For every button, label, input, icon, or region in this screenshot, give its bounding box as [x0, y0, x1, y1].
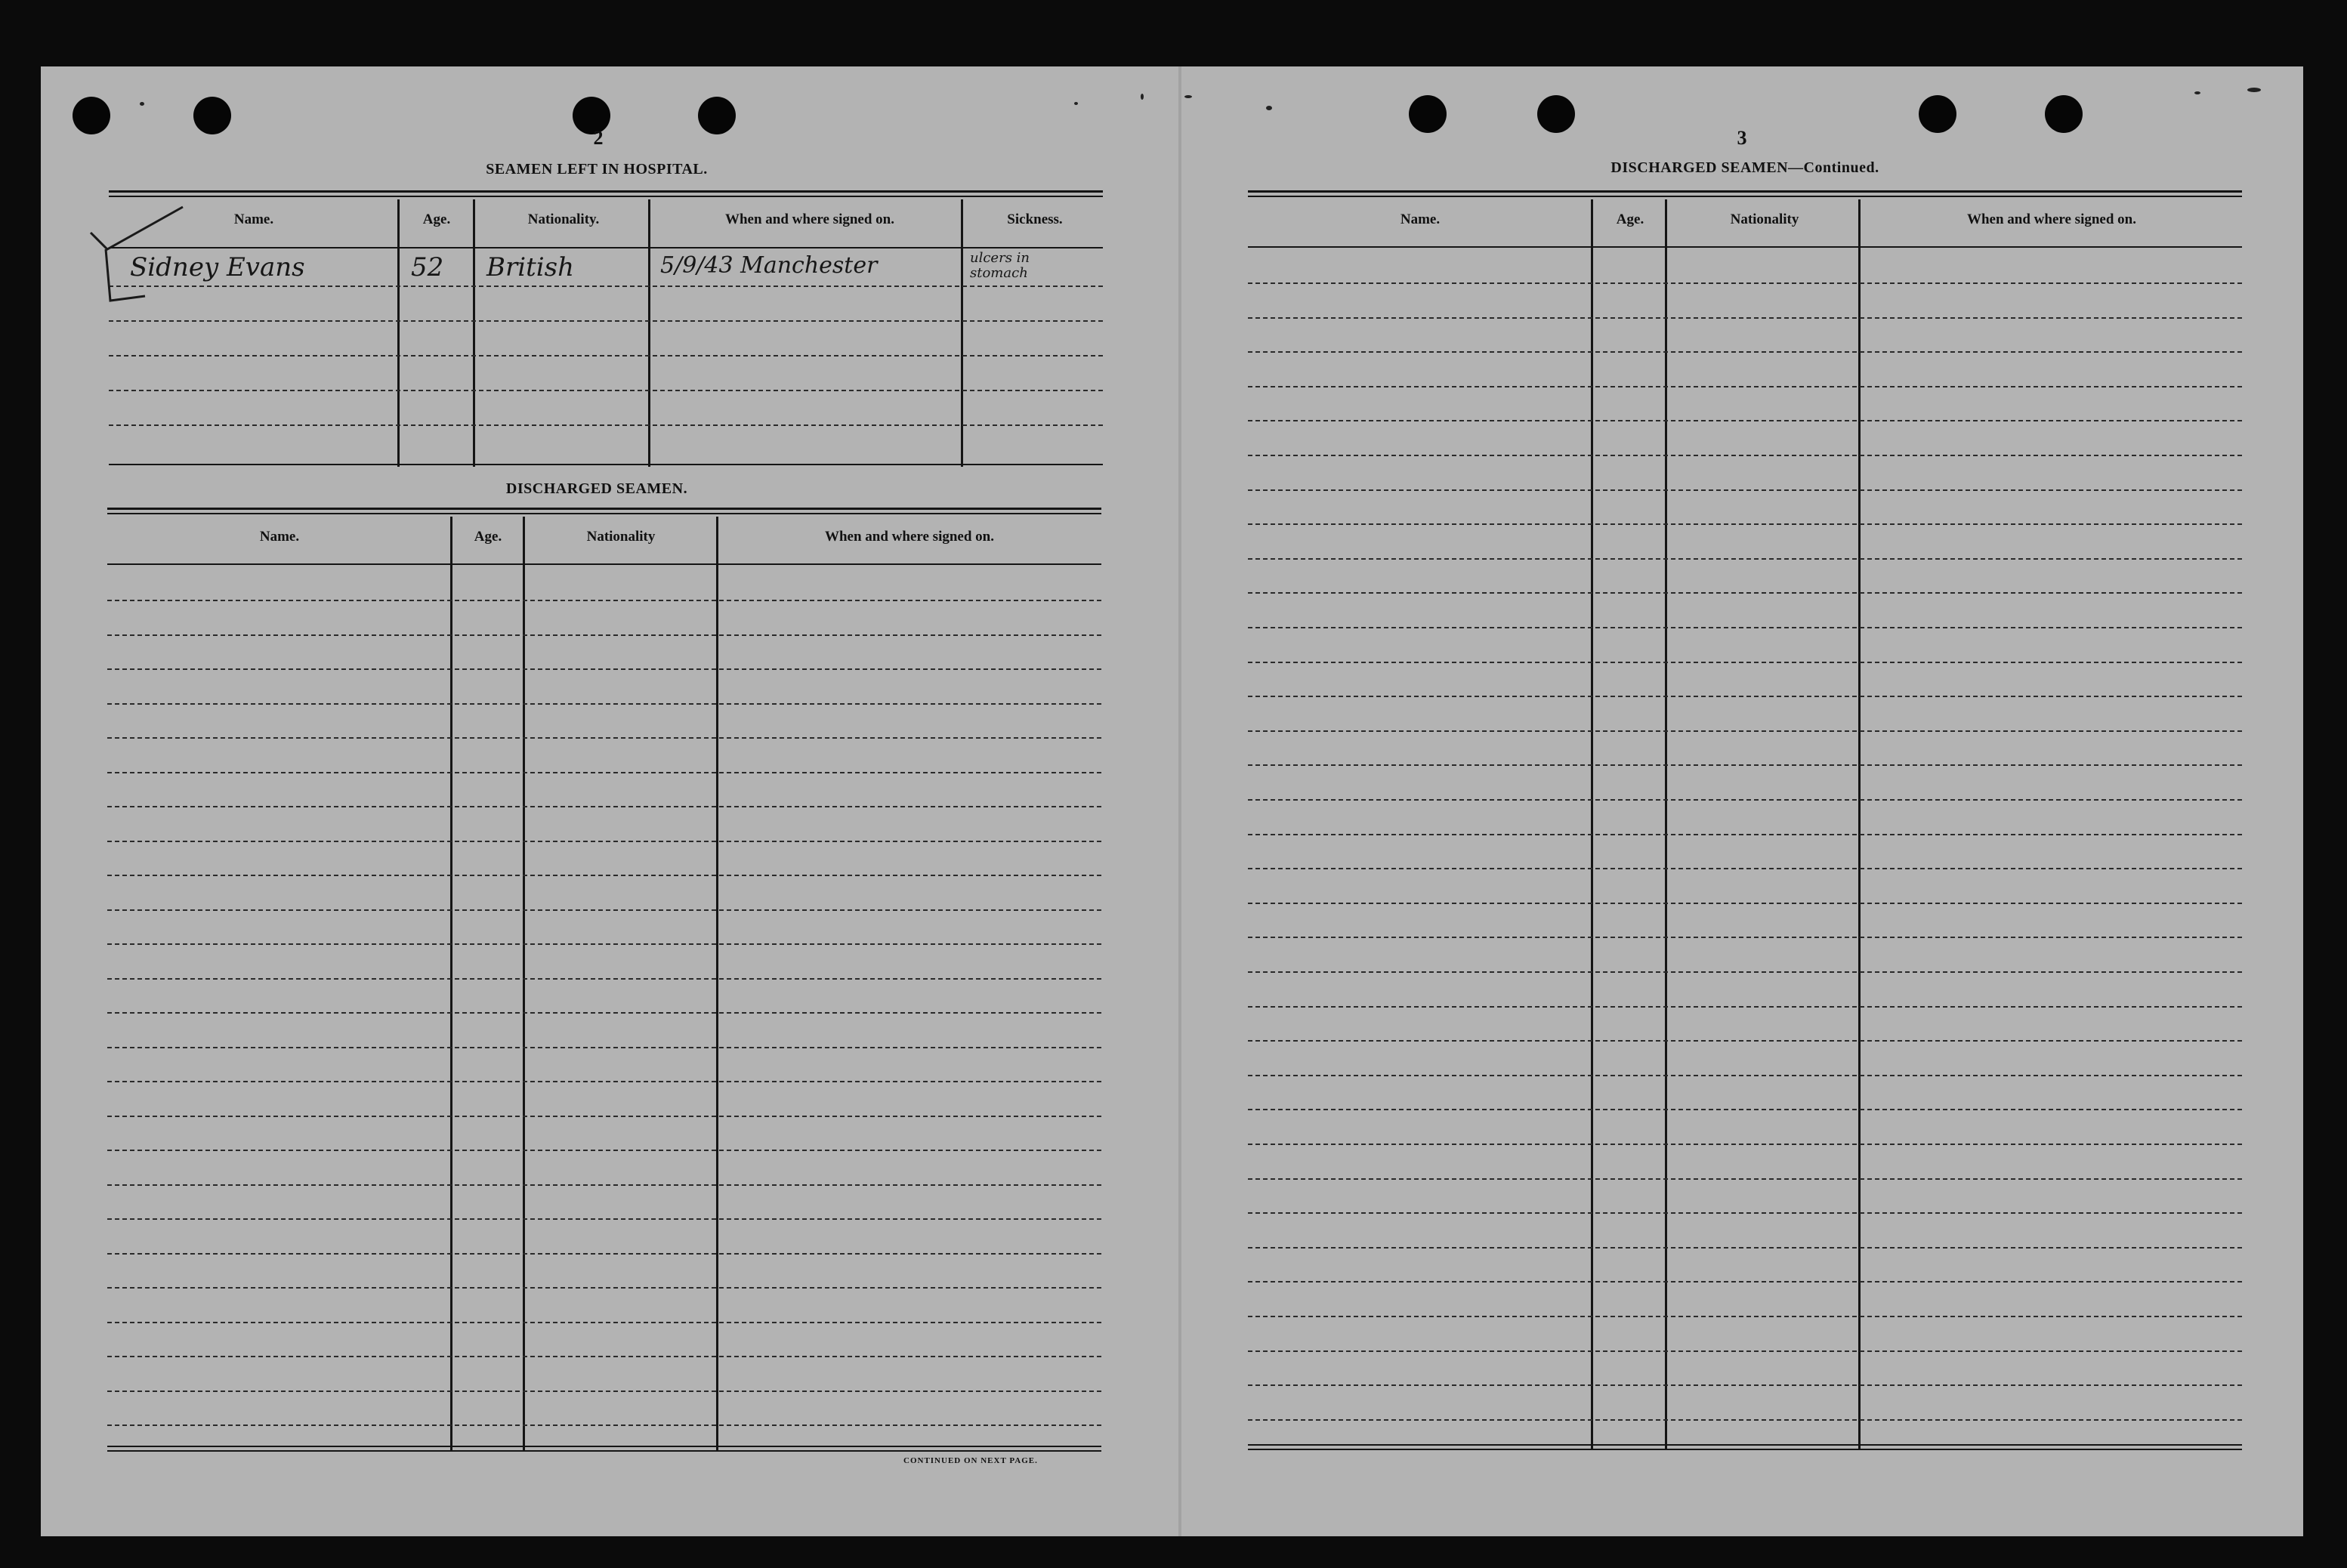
- hospital-row-nationality: British: [486, 252, 574, 282]
- hospital-row-age: 52: [411, 252, 444, 282]
- col-signed-on: When and where signed on.: [1966, 211, 2136, 227]
- row-line: [1248, 1384, 2242, 1386]
- row-line: [1248, 627, 2242, 628]
- row-line: [107, 1391, 1101, 1392]
- row-line: [1248, 351, 2242, 353]
- row-line: [1248, 592, 2242, 594]
- row-line: [1248, 696, 2242, 697]
- row-line: [1248, 1075, 2242, 1076]
- row-line: [107, 943, 1101, 945]
- check-mark-icon: [85, 202, 198, 308]
- row-line: [107, 1356, 1101, 1357]
- col-name: Name.: [1400, 211, 1441, 227]
- header-rule: [109, 247, 1103, 248]
- hospital-section-title: SEAMEN LEFT IN HOSPITAL.: [486, 161, 708, 177]
- page-fold: [1178, 66, 1181, 1536]
- table-bottom-rule: [1248, 1449, 2242, 1450]
- row-line: [1248, 386, 2242, 387]
- column-divider: [450, 517, 452, 1450]
- col-age: Age.: [1616, 211, 1644, 227]
- row-line: [107, 1047, 1101, 1048]
- row-line: [107, 1184, 1101, 1186]
- row-line: [107, 1218, 1101, 1220]
- row-line: [1248, 489, 2242, 491]
- row-line: [1248, 1040, 2242, 1042]
- row-line: [1248, 1178, 2242, 1180]
- row-line: [107, 668, 1101, 670]
- table-top-rule: [109, 190, 1103, 193]
- row-line: [1248, 1144, 2242, 1145]
- table-bottom-rule: [107, 1446, 1101, 1447]
- row-line: [1248, 1109, 2242, 1110]
- row-line: [1248, 1212, 2242, 1214]
- punch-hole: [2045, 95, 2083, 133]
- row-line: [1248, 1006, 2242, 1008]
- row-line: [1248, 937, 2242, 938]
- row-line: [107, 703, 1101, 705]
- hospital-table: [109, 190, 1103, 468]
- column-divider: [961, 199, 963, 467]
- row-line: [1248, 420, 2242, 421]
- row-line: [1248, 662, 2242, 663]
- row-line: [107, 1287, 1101, 1289]
- column-divider: [523, 517, 525, 1450]
- paper-speck: [1141, 94, 1144, 100]
- table-bottom-rule: [107, 1450, 1101, 1452]
- row-line: [1248, 558, 2242, 560]
- col-name: Name.: [259, 529, 300, 545]
- paper-speck: [1184, 95, 1192, 98]
- row-line: [107, 1116, 1101, 1117]
- hospital-row-name: Sidney Evans: [130, 252, 305, 282]
- row-line: [107, 1253, 1101, 1255]
- row-line: [1248, 764, 2242, 766]
- discharged-table-left: [107, 508, 1101, 1453]
- row-line: [1248, 317, 2242, 319]
- row-line: [1248, 834, 2242, 835]
- table-bottom-rule: [1248, 1444, 2242, 1446]
- col-nationality: Nationality: [586, 529, 656, 545]
- row-line: [1248, 903, 2242, 904]
- discharged-section-title: DISCHARGED SEAMEN.: [505, 480, 688, 497]
- row-line: [1248, 1247, 2242, 1249]
- col-age: Age.: [474, 529, 502, 545]
- row-line: [1248, 1316, 2242, 1317]
- table-top-rule: [107, 508, 1101, 510]
- row-line: [109, 390, 1103, 391]
- paper-speck: [1074, 102, 1078, 105]
- paper-speck: [2247, 88, 2261, 92]
- row-line: [107, 600, 1101, 601]
- header-rule: [107, 563, 1101, 565]
- row-line: [107, 841, 1101, 842]
- hospital-row-sickness: ulcers in stomach: [970, 250, 1030, 281]
- row-line: [107, 772, 1101, 773]
- row-line: [1248, 868, 2242, 869]
- table-top-rule: [1248, 190, 2242, 193]
- discharged-table-right: [1248, 190, 2242, 1453]
- row-line: [1248, 1419, 2242, 1421]
- row-line: [107, 1150, 1101, 1151]
- row-line: [1248, 730, 2242, 732]
- page-number-right: 3: [1737, 127, 1747, 149]
- punch-hole: [1537, 95, 1575, 133]
- row-line: [107, 909, 1101, 911]
- row-line: [1248, 971, 2242, 973]
- punch-hole: [73, 97, 110, 134]
- row-line: [107, 1424, 1101, 1426]
- table-top-rule: [1248, 196, 2242, 197]
- row-line: [109, 320, 1103, 322]
- hospital-row-signed-on: 5/9/43 Manchester: [660, 252, 878, 279]
- discharged-continued-title: DISCHARGED SEAMEN—Continued.: [1610, 159, 1879, 176]
- table-bottom-rule: [109, 464, 1103, 465]
- row-line: [107, 806, 1101, 807]
- column-divider: [473, 199, 475, 467]
- punch-hole: [193, 97, 231, 134]
- row-line: [107, 1081, 1101, 1082]
- row-line: [107, 1322, 1101, 1323]
- row-line: [1248, 1281, 2242, 1282]
- page-number-left: 2: [593, 127, 604, 149]
- row-line: [1248, 455, 2242, 456]
- row-line: [1248, 523, 2242, 525]
- row-line: [1248, 1350, 2242, 1352]
- row-line: [1248, 799, 2242, 801]
- paper-speck: [140, 102, 144, 106]
- row-line: [109, 355, 1103, 357]
- table-top-rule: [107, 513, 1101, 514]
- punch-hole: [698, 97, 736, 134]
- row-line: [107, 978, 1101, 980]
- table-top-rule: [109, 196, 1103, 197]
- col-nationality: Nationality: [1730, 211, 1799, 227]
- row-line: [107, 1012, 1101, 1014]
- column-divider: [648, 199, 650, 467]
- paper-speck: [1266, 106, 1272, 110]
- row-line: [1248, 282, 2242, 284]
- col-age: Age.: [422, 211, 451, 227]
- column-divider: [716, 517, 718, 1450]
- row-line: [107, 634, 1101, 636]
- paper-speck: [2194, 91, 2200, 94]
- col-nationality: Nationality.: [527, 211, 600, 227]
- col-signed-on: When and where signed on.: [724, 211, 894, 227]
- continued-note: CONTINUED ON NEXT PAGE.: [903, 1456, 1038, 1465]
- col-signed-on: When and where signed on.: [824, 529, 994, 545]
- header-rule: [1248, 246, 2242, 248]
- col-sickness: Sickness.: [1007, 211, 1063, 227]
- row-line: [107, 875, 1101, 876]
- punch-hole: [1409, 95, 1447, 133]
- row-line: [109, 424, 1103, 426]
- punch-hole: [1919, 95, 1956, 133]
- column-divider: [397, 199, 400, 467]
- col-name: Name.: [233, 211, 274, 227]
- row-line: [109, 286, 1103, 287]
- row-line: [107, 737, 1101, 739]
